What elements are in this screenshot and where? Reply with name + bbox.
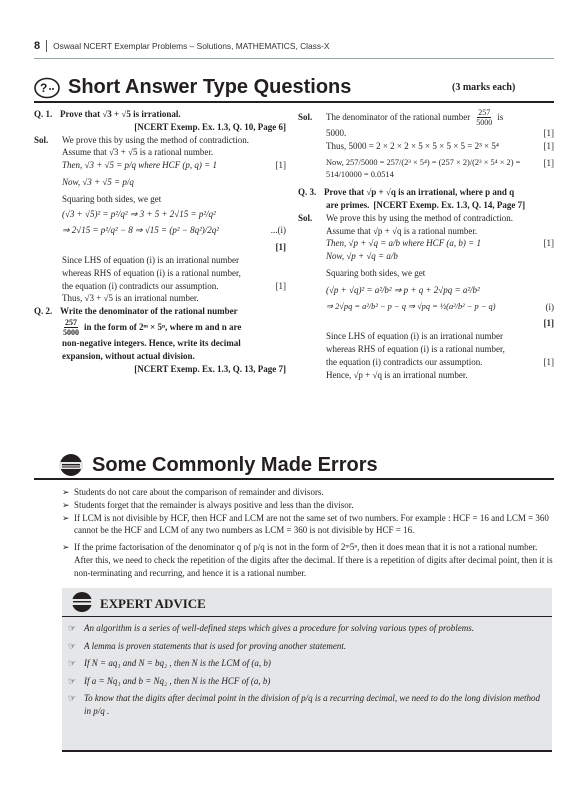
list-item	[68, 657, 546, 670]
page-header	[34, 40, 554, 52]
equation: ⇒ 2√pq = a²/b² − p − q ⇒ √pq = ½(a²/b² − p − q)	[326, 301, 496, 311]
list-item	[62, 499, 554, 512]
question-text: Prove that √3 + √5 is irrational.	[60, 109, 181, 119]
equation: Now, √3 + √5 = p/q	[62, 176, 134, 187]
expert-advice-title: EXPERT ADVICE	[100, 596, 206, 611]
header-rule	[34, 58, 554, 59]
expert-advice-box	[62, 588, 552, 752]
solution-line: whereas RHS of equation (i) is a rational number,	[326, 343, 505, 354]
mark-label: [1]	[543, 238, 554, 249]
question-3	[298, 186, 554, 199]
header-divider	[46, 40, 47, 52]
errors-heading	[92, 454, 378, 477]
list-item	[62, 486, 554, 499]
equation: Then, √p + √q = a/b where HCF (a, b) = 1	[326, 238, 482, 249]
arrow-bullet-icon: ➢	[62, 542, 70, 553]
left-column	[34, 108, 286, 375]
solution-line: Since LHS of equation (i) is an irrational number	[62, 254, 239, 265]
solution-text: 5000.	[326, 128, 347, 138]
solution-line	[298, 140, 554, 153]
solution-line	[298, 356, 554, 369]
question-reference: [NCERT Exemp. Ex. 1.3, Q. 10, Page 6]	[134, 121, 286, 132]
mark-label: [1]	[543, 356, 554, 367]
fraction-numerator: 257	[65, 317, 77, 327]
marks-label: (3 marks each)	[452, 82, 516, 93]
list-item	[62, 512, 554, 538]
question-reference: [NCERT Exemp. Ex. 1.3, Q. 14, Page 7]	[373, 199, 526, 210]
question-2-line	[34, 318, 286, 337]
question-1	[34, 108, 286, 121]
svg-text:?: ?	[40, 80, 48, 95]
question-text: Prove that √p + √q is an irrational, where p and q	[324, 187, 515, 198]
question-2-line	[34, 350, 286, 363]
mark-label: [1]	[543, 140, 554, 151]
mark-label: [1]	[543, 157, 554, 168]
list-item-text: If LCM is not divisible by HCF, then HCF and LCM are not the same set of two numbers. For example : HCF = 16 and LCM = 360 cannot be the HCF and LCM of any two numbers as LCM = 360 is not divisible by HCF = 16.	[74, 512, 549, 536]
equation: Then, √3 + √5 = p/q where HCF (p, q) = 1	[62, 160, 218, 171]
list-item-text: If N = aq₁ and N = bq₂ , then N is the LCM of (a, b)	[84, 658, 271, 669]
list-item	[68, 675, 546, 688]
fraction-numerator: 257	[478, 108, 491, 117]
solution-line: Hence, √p + √q is an irrational number.	[326, 369, 468, 380]
question-2-line	[34, 337, 286, 350]
solution-line	[34, 280, 286, 293]
list-item	[68, 692, 546, 717]
solution-label: Sol.	[298, 112, 313, 123]
equation-tag: (i)	[545, 301, 554, 312]
warning-stamp-icon	[56, 452, 86, 478]
solution-line: Thus, √3 + √5 is an irrational number.	[62, 293, 199, 304]
solution-line	[34, 224, 286, 237]
list-item-text: To know that the digits after decimal point in the division of p/q is a recurring decimal, we need to do the long division method in p/q .	[84, 693, 541, 716]
equation: (√3 + √5)² = p²/q² ⇒ 3 + 5 + 2√15 = p²/q²	[62, 208, 216, 219]
pointing-hand-icon: ☞	[68, 658, 77, 669]
section-title-errors: Some Commonly Made Errors	[92, 454, 378, 476]
solution-line	[298, 237, 554, 250]
equation: Now, √p + √q = a/b	[326, 251, 398, 262]
pointing-hand-icon: ☞	[68, 623, 77, 633]
solution-line	[298, 301, 554, 314]
expert-stamp-icon	[68, 590, 96, 614]
solution-2	[298, 108, 554, 127]
list-item	[68, 622, 546, 635]
question-text: are primes.	[326, 199, 370, 210]
section-rule	[34, 478, 554, 480]
question-bubble-icon	[34, 77, 60, 99]
solution-text: We prove this by using the method of contradiction.	[62, 134, 249, 145]
arrow-bullet-icon: ➢	[62, 487, 70, 497]
short-answer-heading	[34, 76, 351, 99]
solution-text: the equation (i) contradicts our assumption.	[62, 280, 219, 291]
fraction-denominator: 5000	[63, 327, 79, 337]
arrow-bullet-icon: ➢	[62, 512, 70, 523]
pointing-hand-icon: ☞	[68, 675, 77, 686]
question-text: Write the denominator of the rational number	[60, 306, 238, 317]
solution-text: is	[497, 112, 504, 123]
solution-3	[298, 212, 554, 225]
list-item-text: Students forget that the remainder is always positive and less than the divisor.	[74, 499, 354, 510]
errors-list	[62, 486, 554, 580]
solution-line	[298, 157, 554, 183]
arrow-bullet-icon: ➢	[62, 499, 70, 510]
list-item-text: Students do not care about the comparison of remainder and divisors.	[74, 487, 324, 497]
solution-text: The denominator of the rational number	[326, 112, 471, 123]
fraction	[63, 318, 79, 337]
solution-line: Since LHS of equation (i) is an irrational number	[326, 331, 503, 342]
page-number: 8	[34, 40, 41, 52]
equation: Thus, 5000 = 2 × 2 × 2 × 5 × 5 × 5 × 5 = 2³ × 5⁴	[326, 140, 500, 151]
solution-text: We prove this by using the method of contradiction.	[326, 212, 513, 223]
mark-label: [1]	[275, 280, 286, 291]
solution-text: the equation (i) contradicts our assumption.	[326, 356, 483, 367]
question-reference: [NCERT Exemp. Ex. 1.3, Q. 13, Page 7]	[134, 363, 286, 374]
expert-list	[68, 622, 546, 723]
solution-label: Sol.	[34, 134, 49, 145]
solution-line: Assume that √p + √q is a rational number.	[326, 225, 478, 236]
question-2	[34, 305, 286, 318]
solution-line: Squaring both sides, we get	[326, 267, 426, 278]
pointing-hand-icon: ☞	[68, 640, 77, 651]
question-text: non-negative integers. Hence, write its decimal	[62, 337, 241, 348]
question-text: in the form of 2ᵐ × 5ⁿ, where m and n are	[84, 322, 242, 333]
expert-rule	[62, 616, 552, 617]
solution-line: whereas RHS of equation (i) is a rational number,	[62, 267, 241, 278]
mark-label: [1]	[543, 128, 554, 138]
right-column	[298, 108, 554, 381]
equation: Now, 257/5000 = 257/(2³ × 5⁴) = (257 × 2)/(2³ × 5⁴ × 2) = 514/10000 = 0.0514	[326, 157, 521, 180]
mark-label: [1]	[543, 318, 554, 329]
question-number: Q. 2.	[34, 306, 53, 317]
equation-tag: ...(i)	[270, 225, 286, 236]
pointing-hand-icon: ☞	[68, 693, 77, 704]
mark-label: [1]	[275, 242, 286, 253]
list-item	[68, 640, 546, 653]
question-text: expansion, without actual division.	[62, 350, 195, 361]
solution-line: Squaring both sides, we get	[62, 193, 162, 204]
fraction-denominator: 5000	[476, 118, 493, 127]
solution-line	[298, 127, 554, 140]
solution-line: Assume that √3 + √5 is a rational number.	[62, 147, 214, 158]
solution-line	[34, 159, 286, 172]
running-title: Oswaal NCERT Exemplar Problems – Solutions, MATHEMATICS, Class-X	[53, 41, 330, 51]
question-3-line	[298, 199, 554, 212]
section-rule	[34, 101, 554, 103]
fraction	[476, 108, 492, 127]
list-item	[62, 541, 554, 579]
mark-label: [1]	[275, 160, 286, 171]
section-title-short-answer: Short Answer Type Questions	[68, 76, 352, 98]
question-number: Q. 1.	[34, 109, 53, 119]
equation: ⇒ 2√15 = p²/q² − 8 ⇒ √15 = (p² − 8q²)/2q²	[62, 225, 219, 236]
list-item-text: A lemma is proven statements that is used for proving another statement.	[84, 640, 347, 651]
equation: (√p + √q)² = a²/b² ⇒ p + q + 2√pq = a²/b²	[326, 284, 480, 295]
solution-1	[34, 134, 286, 147]
solution-label: Sol.	[298, 212, 313, 223]
list-item-text: If a = Nq₁ and b = Nq₂ , then N is the HCF of (a, b)	[84, 675, 271, 686]
list-item-text: If the prime factorisation of the denominator q of p/q is not in the form of 2ᵐ5ⁿ, then it does mean that it is not a rational number. After this, we need to check the repetition of the digits after the decimal. If there is a repetition of digits after decimal point, then it is non-terminating and recurring, and hence it is a rational number.	[74, 542, 553, 578]
list-item-text: An algorithm is a series of well-defined steps which gives a procedure for solving various types of problems.	[84, 623, 474, 633]
question-number: Q. 3.	[298, 187, 317, 198]
